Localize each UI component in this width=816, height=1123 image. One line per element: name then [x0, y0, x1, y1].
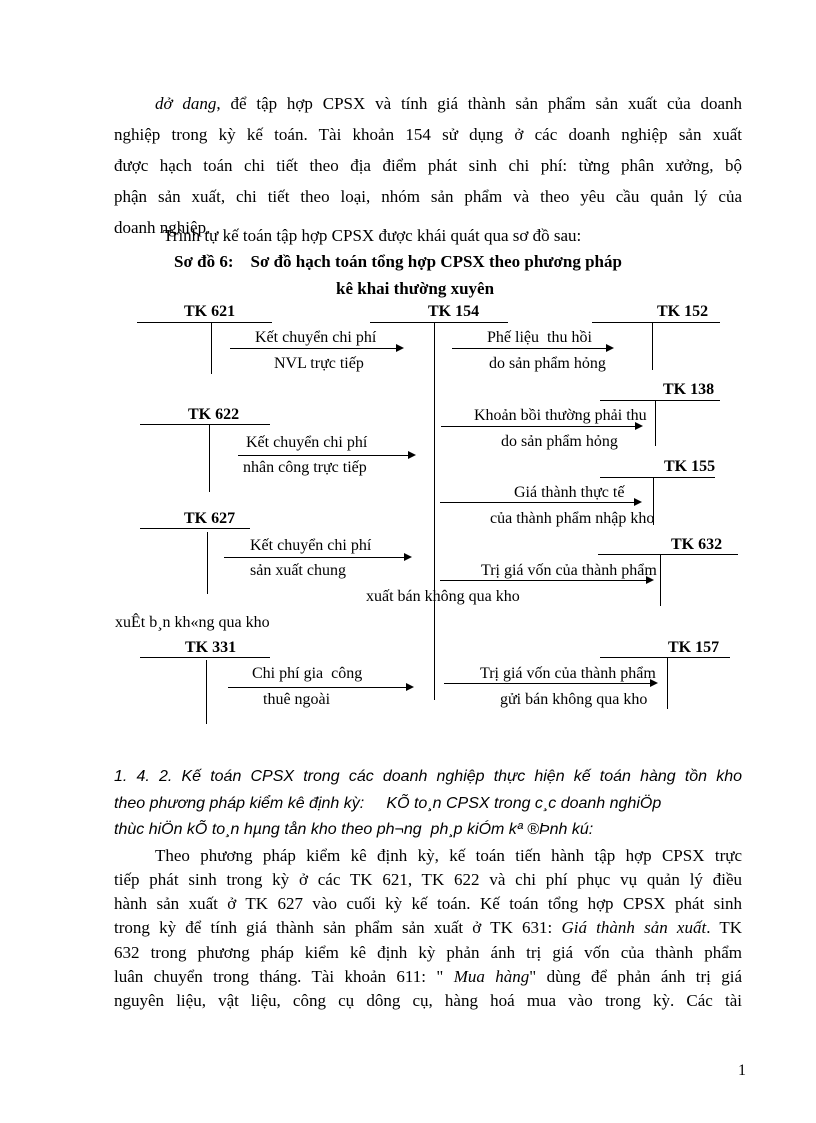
flow-627-line1: Kết chuyển chi phí — [250, 537, 372, 554]
arrow-154-to-155 — [440, 502, 640, 503]
tk627-header-line — [140, 528, 250, 529]
tk632-label: TK 632 — [671, 536, 723, 553]
tk154-label: TK 154 — [428, 303, 480, 320]
tk155-header-line — [600, 477, 715, 478]
body-line-6-c: " dùng để phản ánh trị giá — [529, 967, 742, 986]
flow-622-line2: nhân công trực tiếp — [243, 459, 367, 476]
body-line-4-c: . TK — [706, 918, 742, 937]
page-number: 1 — [738, 1062, 746, 1079]
flow-621-line2: NVL trực tiếp — [274, 355, 364, 372]
tk152-header-line — [592, 322, 720, 323]
arrow-622-to-154 — [238, 455, 414, 456]
body-line-7: nguyên liệu, vật liệu, công cụ dông cụ, hàng hoá mua vào trong kỳ. Các tài — [114, 991, 742, 1010]
tk154-header-line — [370, 322, 508, 323]
flow-627-line2: sản xuất chung — [250, 562, 346, 579]
body-line-6 — [114, 967, 742, 987]
garbled-text: xuÊt b¸n kh«ng qua kho — [115, 614, 270, 631]
arrow-154-to-157 — [444, 683, 656, 684]
tk157-header-line — [600, 657, 730, 658]
intro-line-1-text: , để tập hợp CPSX và tính giá thành sản phẩm sản xuất của doanh — [216, 94, 743, 113]
tk632-header-line — [598, 554, 738, 555]
tk621-header-line — [137, 322, 272, 323]
flow-155-line1: Giá thành thực tế — [514, 484, 625, 501]
tk152-vertical — [652, 322, 653, 370]
arrow-154-to-152 — [452, 348, 612, 349]
flow-331-line2: thuê ngoài — [263, 691, 331, 708]
tk331-label: TK 331 — [185, 639, 237, 656]
flow-157-line1: Trị giá vốn của thành phẩm — [480, 665, 656, 682]
flow-138-line2: do sản phẩm hỏng — [501, 433, 618, 450]
tk331-vertical — [206, 660, 207, 724]
intro-line-4: phận sản xuất, chi tiết theo loại, nhóm sản phẩm và theo yêu cầu quản lý của — [114, 187, 742, 206]
body-line-4-a: trong kỳ để tính giá thành sản phẩm sản xuất ở TK 631: — [114, 918, 562, 937]
tk627-vertical — [207, 532, 208, 594]
diagram-title-line-1: Sơ đồ 6: Sơ đồ hạch toán tổng hợp CPSX theo phương pháp — [174, 252, 622, 271]
intro-line-3: được hạch toán chi tiết theo địa điểm phát sinh chi phí: từng phân xưởng, bộ — [114, 156, 742, 175]
tk138-label: TK 138 — [663, 381, 715, 398]
flow-632-line2: xuất bán không qua kho — [366, 588, 520, 605]
body-line-6-italic: Mua hàng — [453, 967, 530, 986]
flow-621-line1: Kết chuyển chi phí — [255, 329, 377, 346]
tk154-vertical — [434, 322, 435, 700]
body-line-4 — [114, 918, 742, 938]
body-line-4-italic: Giá thành sản xuất — [561, 918, 707, 937]
tk622-label: TK 622 — [188, 406, 240, 423]
tk138-header-line — [600, 400, 720, 401]
tk138-vertical — [655, 400, 656, 446]
tk157-vertical — [667, 657, 668, 709]
intro-paragraph-2: Trình tự kế toán tập hợp CPSX được khái quát qua sơ đồ sau: — [163, 226, 582, 245]
tk155-label: TK 155 — [664, 458, 716, 475]
tk627-label: TK 627 — [184, 510, 236, 527]
section-heading-line-3: thùc hiÖn kÕ to¸n hµng tån kho theo ph¬ng ph¸p kiÓm kª ®Þnh kú: — [114, 821, 594, 838]
tk622-header-line — [140, 424, 270, 425]
flow-152-line1: Phế liệu thu hồi — [487, 329, 592, 346]
arrow-627-to-154 — [224, 557, 410, 558]
intro-line-1 — [155, 94, 742, 114]
body-line-2: tiếp phát sinh trong kỳ ở các TK 621, TK 622 và chi phí phục vụ quản lý điều — [114, 870, 742, 889]
arrow-154-to-632 — [440, 580, 652, 581]
tk157-label: TK 157 — [668, 639, 720, 656]
arrow-154-to-138 — [441, 426, 641, 427]
flow-632-line1: Trị giá vốn của thành phẩm — [481, 562, 657, 579]
body-line-1: Theo phương pháp kiểm kê định kỳ, kế toán tiến hành tập hợp CPSX trực — [155, 846, 742, 865]
intro-line-2: nghiệp trong kỳ kế toán. Tài khoản 154 sử dụng ở các doanh nghiệp sản xuất — [114, 125, 742, 144]
diagram-title-line-2: kê khai thường xuyên — [336, 279, 495, 298]
flow-331-line1: Chi phí gia công — [252, 665, 363, 682]
section-heading-part-a: theo phương pháp kiểm kê định kỳ: — [114, 795, 365, 812]
accounting-diagram — [0, 300, 816, 740]
body-line-5: 632 trong phương pháp kiểm kê định kỳ phản ánh trị giá vốn của thành phẩm — [114, 943, 742, 962]
tk152-label: TK 152 — [657, 303, 709, 320]
flow-138-line1: Khoản bồi thường phải thu — [474, 407, 647, 424]
intro-line-5: doanh nghiệp. — [114, 218, 211, 237]
tk632-vertical — [660, 554, 661, 606]
arrow-331-to-154 — [228, 687, 412, 688]
flow-157-line2: gửi bán không qua kho — [500, 691, 648, 708]
section-heading-part-b: KÕ to¸n CPSX trong c¸c doanh nghiÖp — [386, 795, 662, 812]
section-heading-line-1: 1. 4. 2. Kế toán CPSX trong các doanh nghiệp thực hiện kế toán hàng tồn kho — [114, 768, 742, 785]
tk621-vertical — [211, 322, 212, 374]
flow-622-line1: Kết chuyển chi phí — [246, 434, 368, 451]
tk621-label: TK 621 — [184, 303, 236, 320]
flow-155-line2: của thành phẩm nhập kho — [490, 510, 655, 527]
intro-italic-term: dở dang — [155, 94, 217, 113]
arrow-621-to-154 — [230, 348, 402, 349]
body-line-3: hành sản xuất ở TK 627 vào cuối kỳ kế toán. Kế toán tổng hợp CPSX phát sinh — [114, 894, 742, 913]
tk622-vertical — [209, 424, 210, 492]
body-line-6-a: luân chuyển trong tháng. Tài khoản 611: " — [114, 967, 454, 986]
tk331-header-line — [140, 657, 270, 658]
flow-152-line2: do sản phẩm hỏng — [489, 355, 606, 372]
section-heading-line-2 — [114, 794, 661, 814]
